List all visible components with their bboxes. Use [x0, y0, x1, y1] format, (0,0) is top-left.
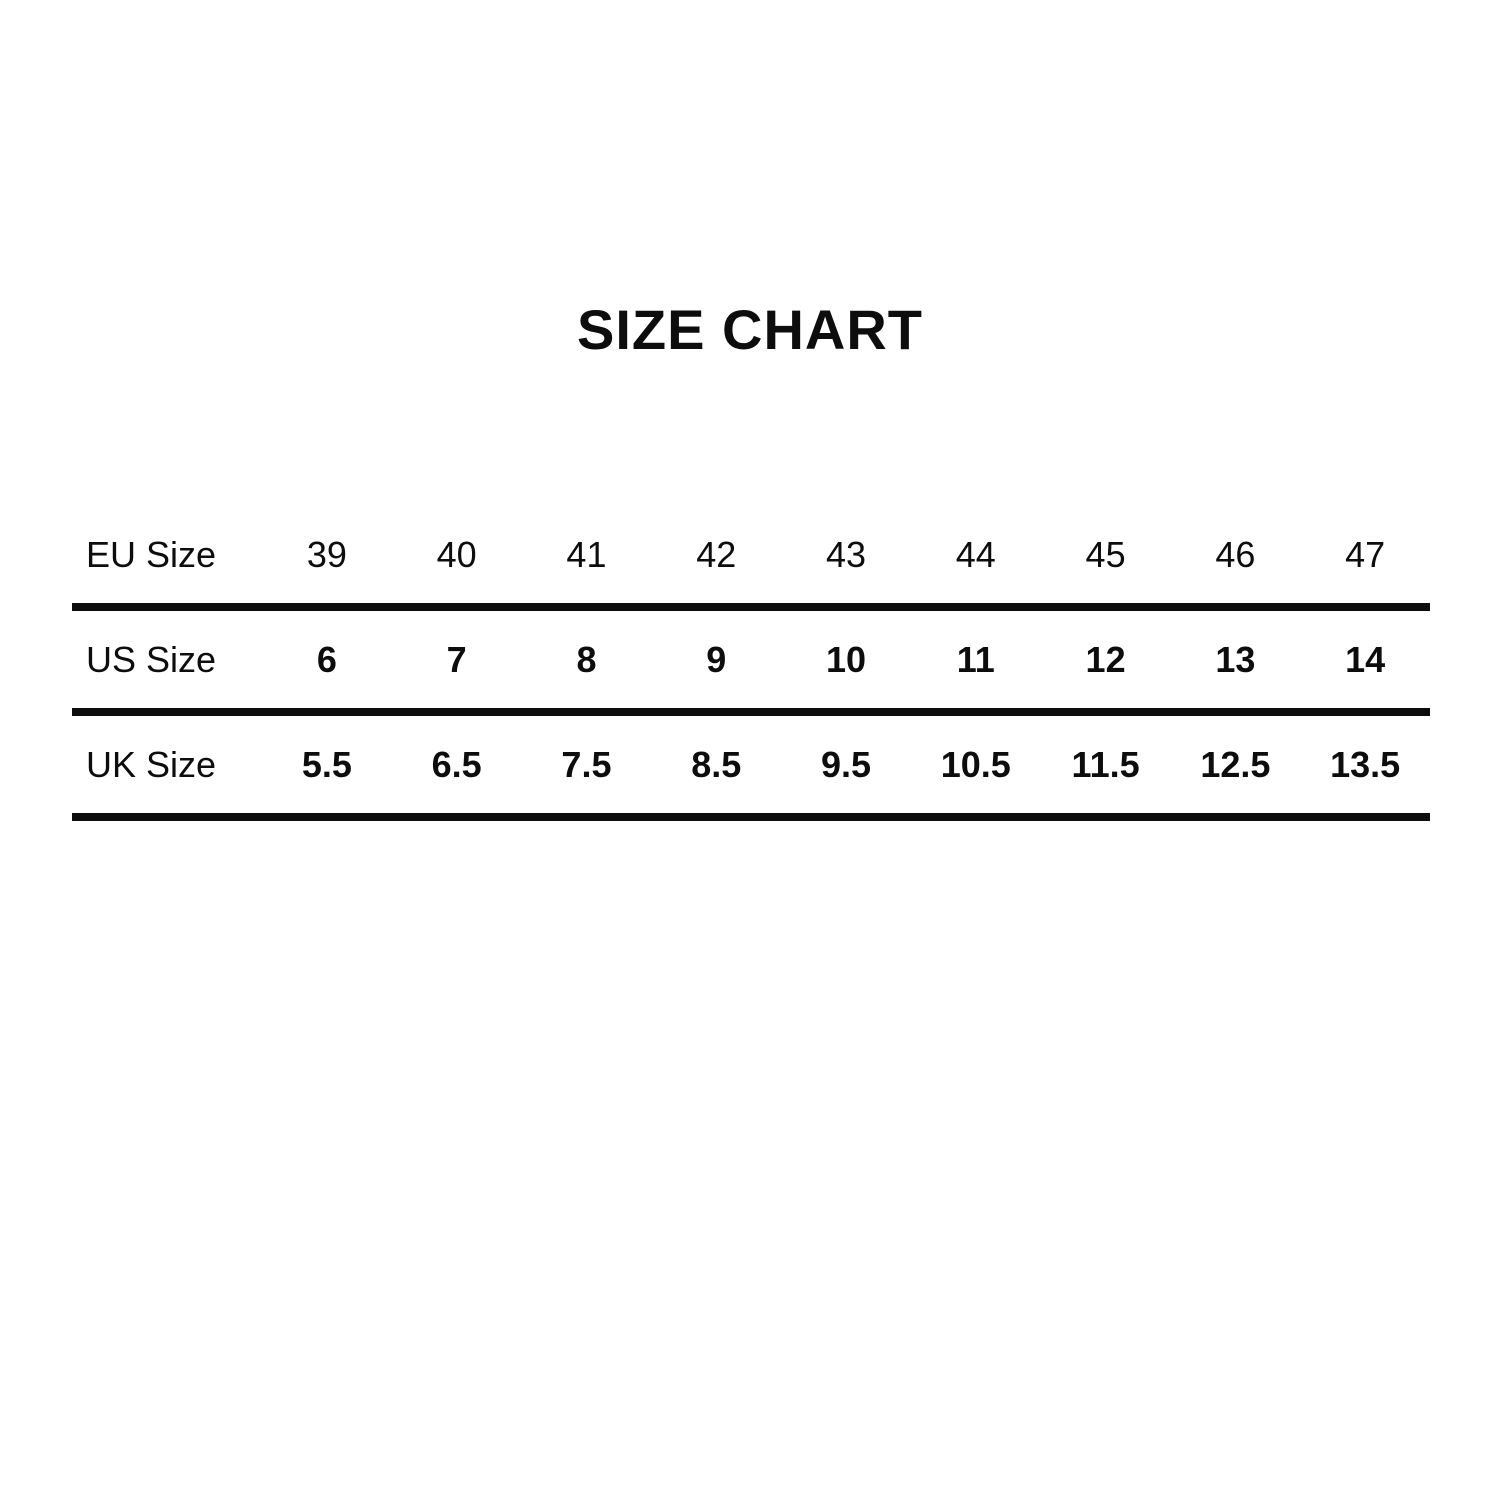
size-cell: 45 — [1085, 533, 1126, 575]
row-label: UK Size — [86, 743, 217, 785]
size-cell: 47 — [1345, 533, 1386, 575]
size-cell: 13.5 — [1330, 743, 1401, 785]
size-cell: 8 — [576, 638, 597, 680]
size-cell: 12.5 — [1200, 743, 1271, 785]
size-table — [72, 506, 1430, 821]
size-cell: 10.5 — [940, 743, 1011, 785]
table-row — [72, 506, 1430, 611]
size-cell: 6.5 — [431, 743, 482, 785]
size-cell: 43 — [825, 533, 867, 575]
size-cell: 39 — [306, 533, 347, 575]
table-row — [72, 611, 1430, 716]
size-cell: 11 — [956, 638, 995, 680]
size-cell: 7.5 — [561, 743, 612, 785]
size-cell: 12 — [1085, 638, 1126, 680]
size-cell: 8.5 — [691, 743, 742, 785]
size-cell: 10 — [825, 638, 867, 680]
size-cell: 9 — [706, 638, 727, 680]
size-cell: 7 — [446, 638, 467, 680]
size-cell: 41 — [566, 533, 607, 575]
size-cell: 40 — [436, 533, 477, 575]
size-cell: 6 — [316, 638, 337, 680]
size-cell: 13 — [1215, 638, 1256, 680]
table-row — [72, 716, 1430, 821]
size-cell: 42 — [696, 533, 737, 575]
page-title: SIZE CHART — [577, 298, 923, 361]
size-cell: 46 — [1215, 533, 1256, 575]
row-label: US Size — [86, 638, 217, 680]
size-cell: 9.5 — [820, 743, 872, 785]
size-cell: 44 — [955, 533, 996, 575]
size-cell: 14 — [1345, 638, 1386, 680]
size-cell: 11.5 — [1071, 743, 1140, 785]
size-cell: 5.5 — [301, 743, 352, 785]
row-label: EU Size — [86, 533, 217, 575]
